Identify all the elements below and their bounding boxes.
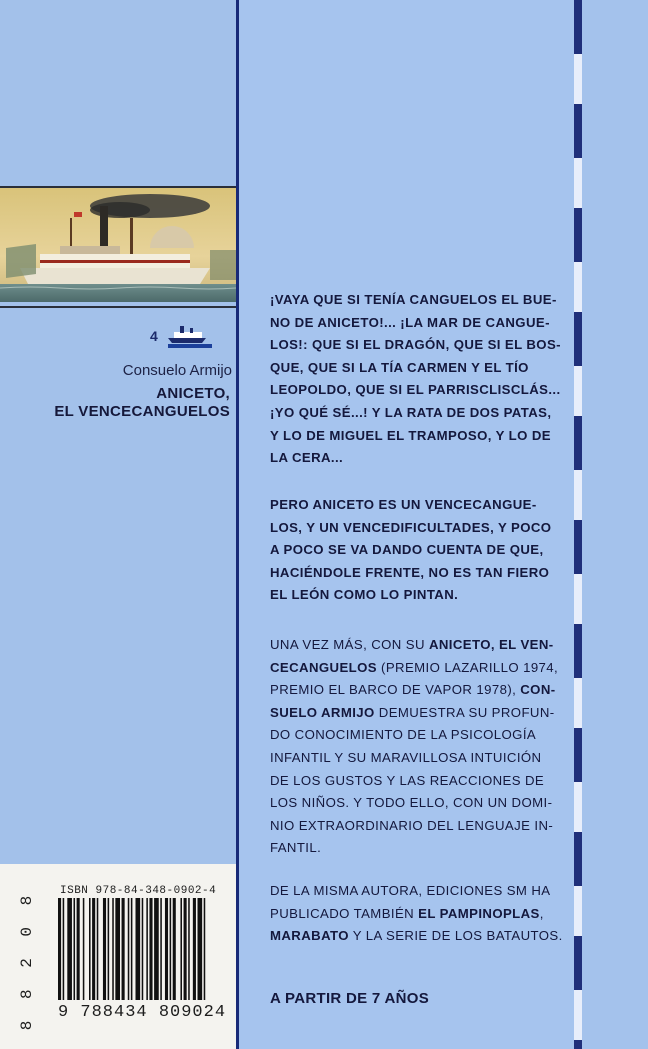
text-line: ¡YO QUÉ SÉ...! Y LA RATA DE DOS PATAS, bbox=[270, 404, 552, 420]
barcode-bar bbox=[67, 898, 72, 1000]
barcode-bar bbox=[112, 898, 114, 1000]
text-line: ¡VAYA QUE SI TENÍA CANGUELOS EL BUE- bbox=[270, 292, 557, 307]
other-books-paragraph bbox=[270, 880, 562, 948]
series-bar bbox=[168, 344, 212, 348]
series-number: 4 bbox=[150, 328, 158, 344]
barcode-bar bbox=[115, 898, 120, 1000]
text-line bbox=[270, 770, 562, 793]
barcode-bar bbox=[97, 898, 99, 1000]
bold-text: MARABATO bbox=[270, 928, 349, 944]
text-line: LOS, Y UN VENCEDIFICULTADES, Y POCO bbox=[270, 519, 552, 535]
text-run: UNA VEZ MÁS, CON SU bbox=[270, 637, 429, 652]
barcode-bar bbox=[136, 898, 141, 1000]
text-line bbox=[270, 724, 562, 747]
steamboat-painting bbox=[0, 186, 236, 308]
barcode-bar bbox=[77, 898, 80, 1000]
barcode-bar bbox=[108, 898, 110, 1000]
bold-text: SUELO ARMIJO bbox=[270, 704, 375, 720]
text-line: A POCO SE VA DANDO CUENTA DE QUE, bbox=[270, 542, 544, 558]
bold-text: CON- bbox=[520, 682, 556, 698]
barcode-bar bbox=[204, 898, 206, 1000]
text-line: Y LO DE MIGUEL EL TRAMPOSO, Y LO DE bbox=[270, 427, 551, 443]
barcode-bar bbox=[170, 898, 172, 1000]
side-code-text: 8 8 2 0 8 bbox=[18, 889, 36, 1031]
text-line: LOS!: QUE SI EL DRAGÓN, QUE SI EL BOS- bbox=[270, 337, 561, 353]
barcode-bar bbox=[92, 898, 95, 1000]
barcode-bar bbox=[89, 898, 91, 1000]
barcode-bar bbox=[180, 898, 182, 1000]
barcode-number: 9 788434 809024 bbox=[58, 1003, 227, 1022]
text-line: LA CERA... bbox=[270, 450, 344, 466]
text-run: PUBLICADO TAMBIÉN bbox=[270, 905, 419, 921]
text-line bbox=[270, 747, 562, 770]
text-line: PERO ANICETO ES UN VENCECANGUE- bbox=[270, 497, 537, 512]
barcode-bar bbox=[74, 898, 76, 1000]
barcode-bar bbox=[154, 898, 159, 1000]
text-line bbox=[270, 837, 562, 860]
barcode-bar bbox=[103, 898, 106, 1000]
text-run: DEMUESTRA SU PROFUN- bbox=[374, 704, 555, 720]
text-line bbox=[270, 903, 562, 926]
text-run: PREMIO EL BARCO DE VAPOR 1978), bbox=[270, 682, 521, 698]
spine-title bbox=[54, 385, 230, 421]
bold-text: CECANGUELOS bbox=[270, 659, 377, 675]
isbn-label: ISBN 978-84-348-0902-4 bbox=[60, 885, 217, 897]
text-run: INFANTIL Y SU MARAVILLOSA INTUICIÓN bbox=[270, 749, 542, 765]
text-run: NIO EXTRAORDINARIO DEL LENGUAJE IN- bbox=[270, 817, 554, 833]
text-line bbox=[270, 702, 562, 725]
text-line bbox=[270, 634, 562, 657]
spine-title-line-2: EL VENCECANGUELOS bbox=[54, 403, 230, 420]
barcode-bar bbox=[165, 898, 168, 1000]
barcode-bar bbox=[198, 898, 203, 1000]
barcode-bar bbox=[184, 898, 187, 1000]
text-run: DE LOS GUSTOS Y LAS REACCIONES DE bbox=[270, 772, 545, 788]
barcode-bar bbox=[63, 898, 65, 1000]
barcode-bar bbox=[193, 898, 196, 1000]
text-line bbox=[270, 925, 562, 948]
text-run: FANTIL. bbox=[270, 840, 322, 856]
edge-strip bbox=[574, 0, 582, 1049]
age-recommendation: A PARTIR DE 7 AÑOS bbox=[270, 990, 430, 1007]
text-run: , bbox=[539, 905, 544, 921]
barcode-bar bbox=[173, 898, 176, 1000]
text-line: EL LEÓN COMO LO PINTAN. bbox=[270, 587, 459, 603]
side-code bbox=[20, 890, 42, 1030]
boat-logo-icon bbox=[164, 324, 210, 346]
spine-author: Consuelo Armijo bbox=[122, 362, 232, 379]
barcode-bar bbox=[188, 898, 190, 1000]
text-line: NO DE ANICETO!... ¡LA MAR DE CANGUE- bbox=[270, 314, 550, 330]
spine-title-line-1: ANICETO, bbox=[156, 385, 230, 402]
barcode-bars bbox=[58, 898, 208, 1002]
text-line bbox=[270, 679, 562, 702]
bold-text: ANICETO, EL VEN- bbox=[428, 637, 554, 652]
barcode-bar bbox=[149, 898, 152, 1000]
text-run: Y LA SERIE DE LOS BATAUTOS. bbox=[348, 928, 563, 944]
barcode-bar bbox=[142, 898, 144, 1000]
barcode-bar bbox=[146, 898, 148, 1000]
text-line bbox=[270, 880, 562, 903]
barcode-bar bbox=[83, 898, 85, 1000]
text-run: (PREMIO LAZARILLO 1974, bbox=[376, 659, 559, 675]
text-line bbox=[270, 815, 562, 838]
right-band bbox=[582, 0, 648, 1049]
text-line: LEOPOLDO, QUE SI EL PARRISCLISCLÁS... bbox=[270, 382, 561, 398]
text-line: HACIÉNDOLE FRENTE, NO ES TAN FIERO bbox=[270, 564, 550, 580]
synopsis-paragraph-2 bbox=[270, 494, 562, 607]
text-line bbox=[270, 792, 562, 815]
barcode-bar bbox=[58, 898, 61, 1000]
barcode-bar bbox=[122, 898, 125, 1000]
text-run: DO CONOCIMIENTO DE LA PSICOLOGÍA bbox=[270, 727, 537, 743]
synopsis-paragraph-1 bbox=[270, 289, 562, 470]
barcode-bar bbox=[128, 898, 130, 1000]
text-run: DE LA MISMA AUTORA, EDICIONES SM HA bbox=[270, 883, 551, 898]
text-line: QUE, QUE SI LA TÍA CARMEN Y EL TÍO bbox=[270, 359, 529, 375]
bold-text: EL PAMPINOPLAS bbox=[418, 905, 540, 921]
text-run: LOS NIÑOS. Y TODO ELLO, CON UN DOMI- bbox=[270, 795, 553, 811]
barcode-bar bbox=[131, 898, 133, 1000]
barcode-bar bbox=[160, 898, 162, 1000]
text-line bbox=[270, 657, 562, 680]
author-paragraph bbox=[270, 634, 562, 860]
